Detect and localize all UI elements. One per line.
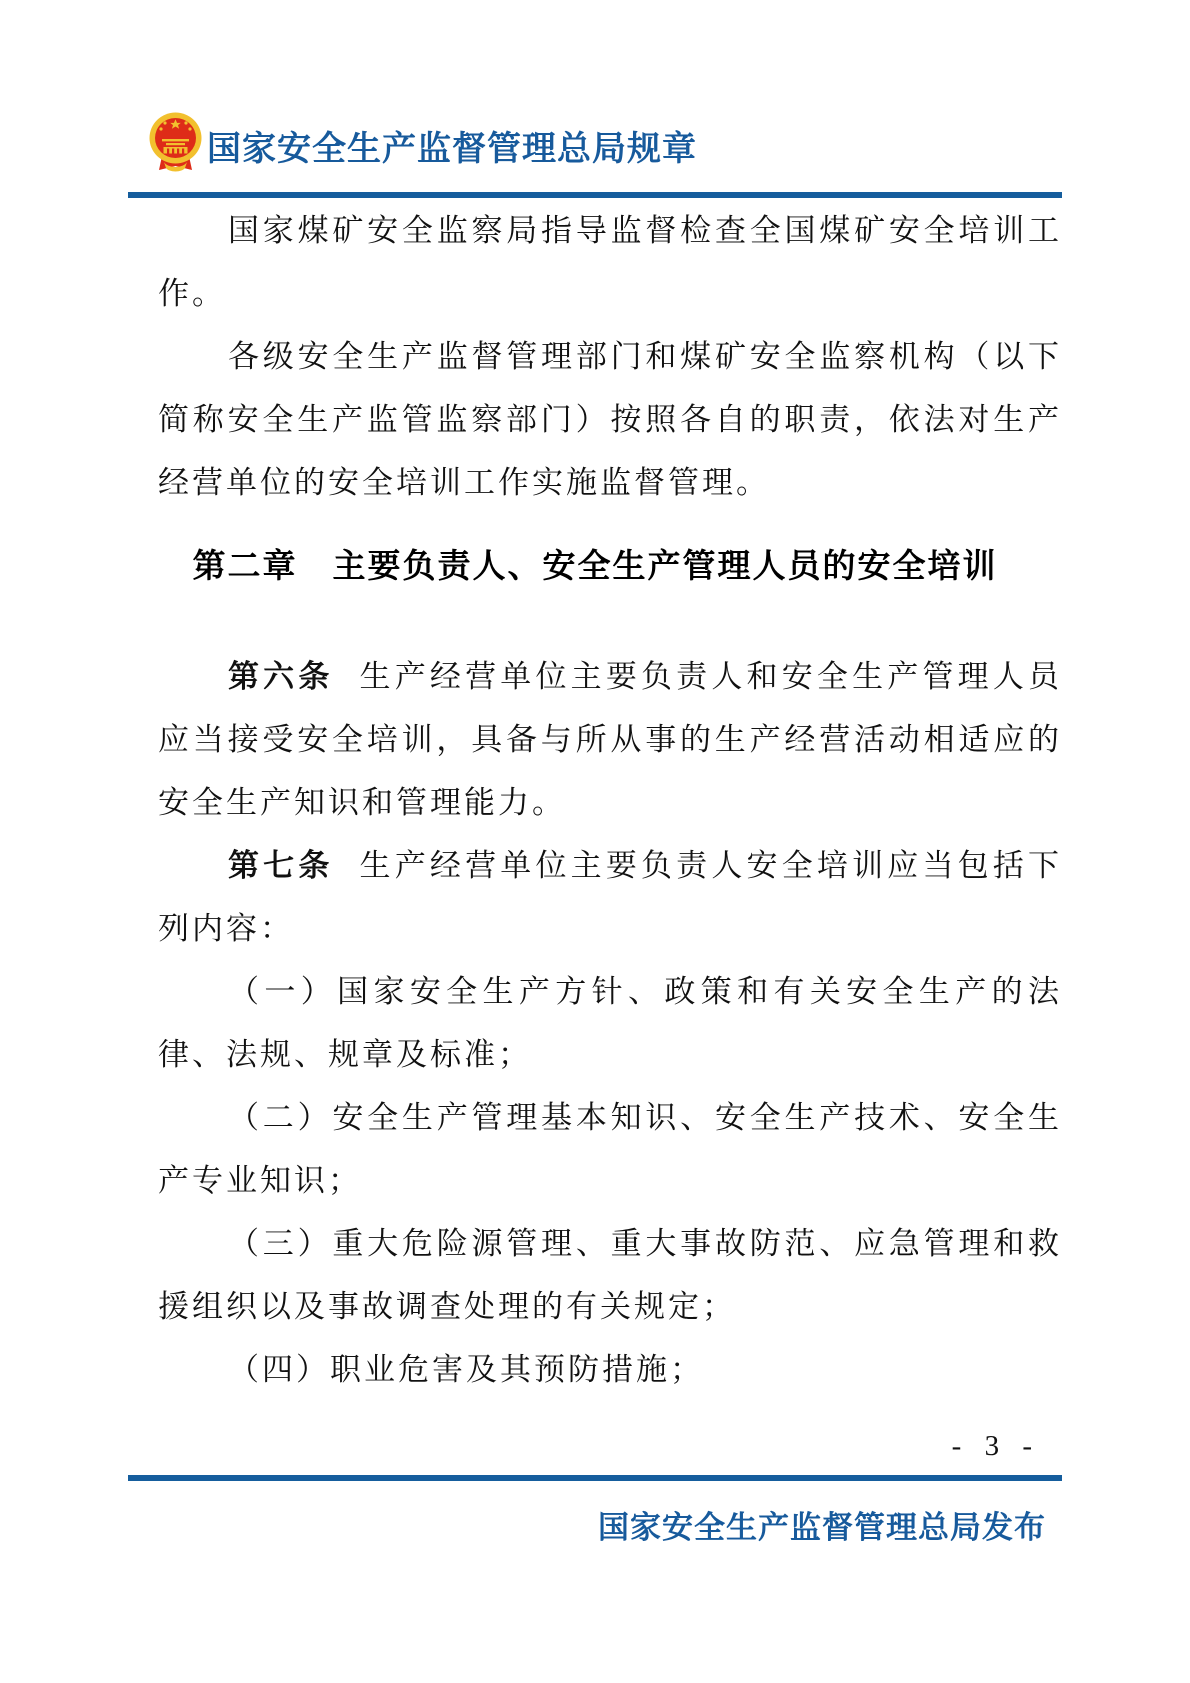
intro-paragraph: 各级安全生产监督管理部门和煤矿安全监察机构（以下简称安全生产监管监察部门）按照各自的职责，依法对生产经营单位的安全培训工作实施监督管理。 — [158, 339, 1062, 500]
article-paragraph — [158, 645, 1062, 834]
article-number-label: 第六条 — [228, 659, 334, 694]
article-number-label: 第七条 — [228, 848, 334, 883]
header-title: 国家安全生产监督管理总局规章 — [207, 131, 697, 168]
chapter-heading: 第二章 主要负责人、安全生产管理人员的安全培训 — [192, 547, 998, 584]
list-item: （四）职业危害及其预防措施； — [228, 1352, 704, 1387]
list-item: （三）重大危险源管理、重大事故防范、应急管理和救援组织以及事故调查处理的有关规定； — [158, 1226, 1062, 1324]
list-item: （一）国家安全生产方针、政策和有关安全生产的法律、法规、规章及标准； — [158, 974, 1062, 1072]
national-emblem-icon — [148, 112, 203, 174]
header-divider — [128, 192, 1062, 198]
footer-divider — [128, 1475, 1062, 1481]
article-text: 生产经营单位主要负责人和安全生产管理人员应当接受安全培训，具备与所从事的生产经营活动相适应的安全生产知识和管理能力。 — [158, 659, 1062, 820]
page-number: - 3 - — [951, 1430, 1040, 1462]
articles-section — [158, 645, 1062, 1401]
footer-publisher: 国家安全生产监督管理总局发布 — [598, 1510, 1046, 1545]
list-item: （二）安全生产管理基本知识、安全生产技术、安全生产专业知识； — [158, 1100, 1062, 1198]
intro-section — [158, 199, 1062, 514]
article-paragraph — [158, 834, 1062, 960]
article-text: 生产经营单位主要负责人安全培训应当包括下列内容： — [158, 848, 1062, 946]
intro-paragraph: 国家煤矿安全监察局指导监督检查全国煤矿安全培训工作。 — [158, 213, 1062, 311]
